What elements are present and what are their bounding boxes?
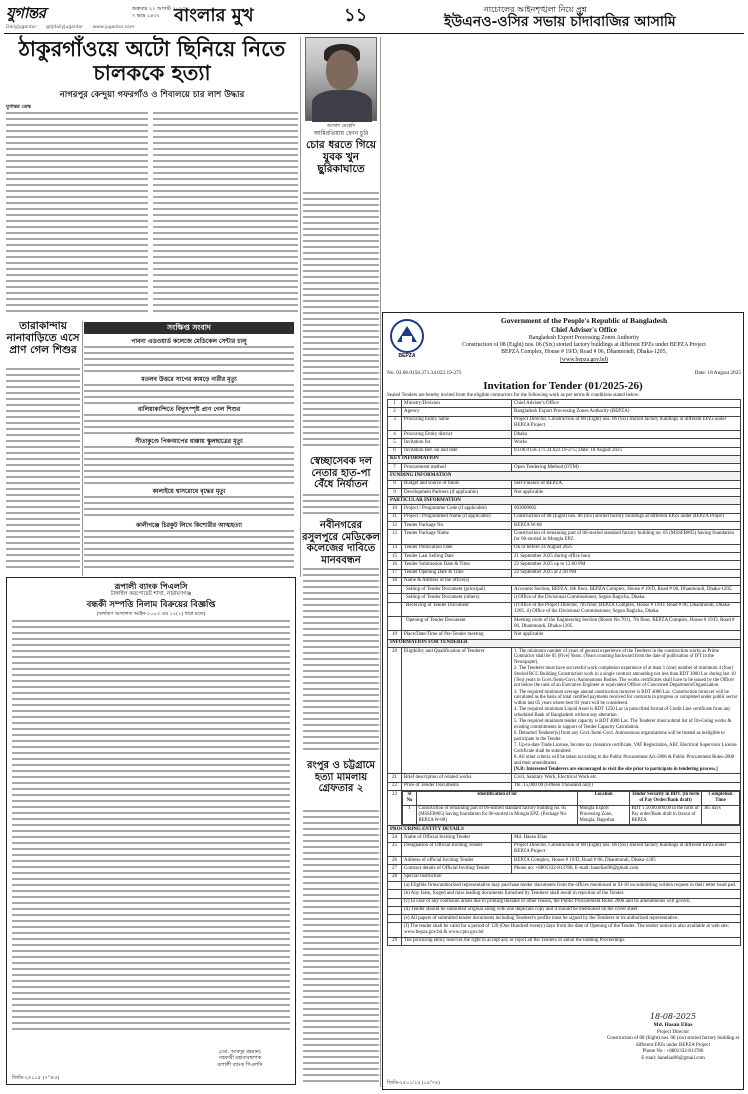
- table-row: (b) Any false, forged and miss leading documents furnished by Tenderer shall result in rejection of the Tender.: [388, 890, 741, 898]
- table-row: 14 Tender Publication Date On or before 24 August 2025: [388, 544, 741, 552]
- brief-headline: বালিয়াকান্দিতে বিদ্যুৎস্পৃষ্ট প্রাণ গেল শিশুর: [137, 406, 241, 413]
- twitter-handle: @tjdailyJugantor: [45, 25, 84, 30]
- brief-headline: কালাইয়ে শ্বাসরোধে বৃদ্ধের মৃত্যু: [152, 488, 226, 495]
- bank-branch: টাঙ্গাইল করপোরেট শাখা, নারায়ণগঞ্জ: [110, 591, 192, 598]
- table-row: 25 Designation of Official Inviting Tender Project Director, Construction of 08 (Eight) nos. 06 (Six) storied factory buildings at different EPZs under BEPZA Project: [388, 842, 741, 856]
- table-row: (e) All papers of submitted tender documents including Tenderer's profile must be signed by the Tenderer or its authorized representative.: [388, 915, 741, 923]
- side-story-body: [303, 192, 379, 450]
- brief-body: [84, 446, 294, 484]
- masthead: [4, 4, 744, 34]
- signature-scrawl: 18-08-2025: [649, 1012, 697, 1021]
- arrest-body: [303, 810, 379, 1086]
- lead-subheadline: নাগরপুর কেন্দুয়া গফরগাঁও ও শিবালয়ে চার লাশ উদ্ধার: [59, 90, 245, 100]
- table-row: 6 Invitation Ref. no and date 03.06.0158.371.34.022.19-275; Date: 18 August 2025: [388, 447, 741, 455]
- table-row: (c) In case of any confusion arises due to printing mistake or other reason, the Public Procurement Rules 2008 and its amendments will govern.: [388, 898, 741, 906]
- lead-reporter: যুগান্তর ডেস্ক: [6, 104, 31, 110]
- left-mid-headline: তারাকান্দায় নানাবাড়িতে এসে প্রাণ গেল শিশুর: [6, 320, 80, 356]
- section-row: KEY INFORMATION: [388, 455, 741, 463]
- table-row: 24 Name of Official Inviting Tender Md. Hasan Elias: [388, 834, 741, 842]
- table-row: 22 Price of Tender Documents TK. 15,000.00 (Fifteen Thousand only): [388, 782, 741, 790]
- table-row: (f) The tender shall be valid for a period of 120 (One Hundred twenty) days from the date of Opening of the Tender. The tender notice is also available at web site: www.bepza.gov.bd & www.cptu.gov.bd: [388, 923, 741, 937]
- arrest-headline: রংপুর ও চট্টগ্রামে হত্যা মামলায় গ্রেফতার ২: [306, 760, 376, 794]
- table-row: 17 Tender Opening Date & Time 22 September 2025 at 2:30 PM: [388, 569, 741, 577]
- bepza-logo-icon: [389, 318, 425, 354]
- brief-body: [84, 496, 294, 518]
- website-link[interactable]: www.jugantor.com: [92, 25, 135, 30]
- table-row: 8 Budget and source of funds Self-Finance of BEPZA.: [388, 480, 741, 488]
- table-row: Selling of Tender Document (principal) Accounts Section, BEPZA, 6th floor, BEPZA Complex, House # 19/D, Road # 06, Dhanmondi, Dhaka-1205.: [388, 586, 741, 594]
- table-row: 2 Agency Bangladesh Export Processing Zones Authority (BEPZA): [388, 408, 741, 416]
- notice-title: বন্ধকী সম্পত্তি নিলাম বিক্রয়ের বিজ্ঞপ্তি: [86, 599, 216, 610]
- side-story-headline: চোর ধরতে গিয়ে যুবক খুন ছুরিকাঘাতে: [305, 139, 377, 176]
- table-row: (d) Tender should be submitted original along with one duplicate copy and it should be mentioned on the cover sheet.: [388, 906, 741, 914]
- column-rule: [380, 37, 381, 1087]
- lead-body-col-2: [153, 112, 298, 316]
- table-row: 21 Brief description of related works Civil, Sanitary Work, Electrical Work etc.: [388, 774, 741, 782]
- table-row: 11 Project / Programmed Name (if applicable) Construction of 08 (Eight) nos. 06 (Six) storied factory buildings at different EPZs under BEPZA Project: [388, 513, 741, 521]
- tender-issuer: Government of the People's Republic of Bangladesh Chief Adviser's Office Bangladesh Export Processing Zones Authority Construction of 08 (Eight) nos. 06 (Six) storied factory buildings at different EPZs under BEPZA Project BEPZA Complex, House # 19/D, Road # 06, Dhanmondi, Dhaka-1205, (www.bepza.gov.bd): [429, 316, 739, 364]
- tender-header: [383, 313, 743, 363]
- brief-headline: সীতাকুণ্ডে পিকআপের ধাক্কায় স্কুলছাত্রের মৃত্যু: [135, 438, 243, 445]
- table-row: 28 Special Instruction: [388, 873, 741, 881]
- table-row: 12 Tender Package No. BEPZA W-08: [388, 522, 741, 530]
- column-rule: [82, 321, 83, 576]
- brief-body: [84, 414, 294, 436]
- section-row: FUNDING INFORMATION: [388, 472, 741, 480]
- bepza-label: BEPZA: [398, 353, 416, 359]
- tender-intro: Sealed Tenders are hereby invited from the eligible contractors for the following work as per terms & conditions stated below:: [387, 393, 640, 398]
- table-row: (a) Eligible firms/authorized representative may purchase tender documents from the offices mentioned in SI-18 on submitting written request in their letter head pad.: [388, 881, 741, 889]
- signatory-email-link[interactable]: E-mail: hanelias96@gmail.com: [641, 1055, 705, 1061]
- lead-headline: ঠাকুরগাঁওয়ে অটো ছিনিয়ে নিতে চালককে হত্যা: [18, 36, 286, 85]
- brief-body: [84, 346, 294, 374]
- table-row: 27 Contract details of Official Inviting Tender Phone no: +8801332-813780, E-mail: hanelias96@gmail.com: [388, 865, 741, 873]
- photo-caption: আসাদ মেহেদি: [326, 123, 356, 129]
- table-row: Opening of Tender Document Meeting room of the Engineering Section (Room No.701), 7th floor, BEPZA Complex, House # 19/D, Road # 06, Dhanmondi, Dhaka-1205: [388, 617, 741, 631]
- volunteer-body: [303, 494, 379, 516]
- table-row: Selling of Tender Document (others) i) Office of the Divisional Commissioner, Segun Bagicha, Dhaka.: [388, 594, 741, 602]
- section-row: PROCURING ENTITY DETAILS: [388, 826, 741, 834]
- lead-body-col-1: [6, 112, 148, 316]
- section-name: বাংলার মুখ: [174, 5, 254, 26]
- briefs-banner: সংক্ষিপ্ত সংবাদ: [84, 322, 294, 334]
- page-number: ১১: [344, 5, 368, 26]
- bank-name: রূপালী ব্যাংক পিএলসি: [114, 581, 188, 591]
- date-line-bangla: ৭ ভাদ্র ১৪৩২: [132, 12, 160, 19]
- table-row: 19 Place/Date/Time of Pre-Tender meeting Not applicable: [388, 631, 741, 639]
- section-row: INFORMATION FOR TENDERER: [388, 639, 741, 647]
- brief-headline: কালীগঞ্জে চিরকুট লিখে কিশোরীর আত্মহত্যা: [135, 522, 243, 529]
- eligibility-criteria: 1. The minimum number of years of general experience of the Tenderer in the construction works as Prime Contractor shall be 05 (Five) Years. (Years counting backward from the date of publication of IFT in the Newspaper). 2. The Tenderer must have successful work completion experience of at least 1 (one) number of minimum 4 (four) Storied RCC Building Construction work in a single contract amounting not less than BDT 3000 Lac during last 10 (Ten) years in Govt./Semi-Govt./Autonomous Bodies. The works certificates shall have to be issued by the Officer not below the rank of an Executive Engineer or equivalent Officer of Concerned Department/Organization. 3. The required minimum average annual construction turnover is BDT 4000 Lac. Construction turnover will be calculated as the basis of total certified payments received for contracts in progress or completed under public sector within last 05 years where best 03 years will be considered. 4. The required minimum Liquid Asset is BDT 1250 Lac in prescribed format of Credit Line certificate from any scheduled Bank of Bangladesh without any alteration. 5. The required minimum tender capacity is BDT 4000 Lac. The Tenderer must submit list of On-Going works & existing commitments in support of Tender Capacity Calculation. 6. Debarred Tenderer(s) from any Govt./Semi-Govt. Autonomous organizations will be treated as ineligible to participate in the Tender. 7. Up-to-date Trade License, Income tax clearance certificate, VAT Registration, ABC Electrical Supervisor License Certificate shall be submitted. 8. All other criteria will be taken according to the Public Procurement Act-2006 & Public Procurement Rules-2008 and their amendments. [N.B: Interested Tenderers are encouraged to visit the site prior to participate in tendering process.]: [512, 647, 741, 773]
- tender-notice: [382, 312, 744, 1090]
- table-row: 10 Project / Programme Code (if applicable) 903000002: [388, 505, 741, 513]
- notice-signature: (মো. আবদুর রহমান) সহকারী মহাব্যবস্থাপক রূপালী ব্যাংক পিএলসি: [217, 1048, 263, 1068]
- table-row: 3 Procuring Entity name Project Director, Construction of 08 (Eight) nos. 06 (Six) storied factory buildings at different EPZs under BEPZA Project: [388, 416, 741, 430]
- memo-row: No. 03.06.0158.371.34.022.19-275 Date: 18 August 2025: [387, 370, 741, 376]
- top-right-kicker: নাচোলের আইনশৃঙ্খলা নিয়ে প্রশ্ন: [484, 5, 587, 14]
- facebook-handle: DailyJugantor: [6, 25, 37, 30]
- table-row: 18 Name & Address of the office(s): [388, 577, 741, 585]
- table-row: 16 Tender Submission Date & Time 22 September 2025 up to 12:00 PM: [388, 561, 741, 569]
- table-row: 5 Invitation for Works: [388, 439, 741, 447]
- medical-college-body: [303, 568, 379, 754]
- side-story-kicker: আমিরতিয়ায় ফোন চুরি: [313, 130, 369, 137]
- table-row: 1 Ministry/Division Chief Adviser's Office: [388, 400, 741, 408]
- tender-title: Invitation for Tender (01/2025-26): [483, 380, 643, 392]
- news-photo: [305, 37, 377, 121]
- table-row: Receiving of Tender Document i) Office of the Project Director, 7th floor, BEPZA Complex, House # 19/D, Road # 06, Dhanmondi, Dhaka-1205. ii) Office of the Divisional Commissioner, Segun Bagicha, Dhaka.: [388, 602, 741, 616]
- table-row: 7 Procurement method Open Tendering Method (OTM): [388, 464, 741, 472]
- left-mid-body: [6, 368, 80, 572]
- table-row: 29 The procuring entity reserves the right to accept any or reject all the Tenders or annul the bidding Proceedings.: [388, 937, 741, 945]
- column-rule: [300, 37, 301, 577]
- bank-auction-notice: [6, 577, 296, 1085]
- brief-headline: পাবনা এডওয়ার্ড কলেজে মেডিকেল সেন্টার চালু: [131, 338, 247, 345]
- medical-college-headline: নবীনগরের রসুলপুরে মেডিকেল কলেজের দাবিতে মানববন্ধন: [302, 520, 380, 566]
- table-row: 9 Development Partners (if applicable) Not applicable: [388, 488, 741, 496]
- bepza-website-link[interactable]: (www.bepza.gov.bd): [559, 356, 609, 363]
- section-row: PARTICULAR INFORMATION: [388, 497, 741, 505]
- table-row: 20 Eligibility and Qualification of Tenderer 1. The minimum number of years of general experience of the Tenderer in the construction works as Prime Contractor shall be 05 (Five) Years. (Years counting backward from the date of publication of IFT in the Newspaper). 2. The Tenderer must have successful work completion experience of at least 1 (one) number of minimum 4 (four) Storied RCC Building Construction work in a single contract amounting not less than BDT 3000 Lac during last 10 (Ten) years in Govt./Semi-Govt./Autonomous Bodies. The works certificates shall have to be issued by the Officer not below the rank of an Executive Engineer or equivalent Officer of Concerned Department/Organization. 3. The required minimum average annual construction turnover is BDT 4000 Lac. Construction turnover will be calculated as the basis of total certified payments received for contracts in progress or completed under public sector within last 05 years where best 03 years will be considered. 4. The required minimum Liquid Asset is BDT 1250 Lac in prescribed format of Credit Line certificate from any scheduled Bank of Bangladesh without any alteration. 5. The required minimum tender capacity is BDT 4000 Lac. The Tenderer must submit list of On-Going works & existing commitments in support of Tender Capacity Calculation. 6. Debarred Tenderer(s) from any Govt./Semi-Govt. Autonomous organizations will be treated as ineligible to participate in the Tender. 7. Up-to-date Trade License, Income tax clearance certificate, VAT Registration, ABC Electrical Supervisor License Certificate shall be submitted. 8. All other criteria will be taken according to the Public Procurement Act-2006 & Public Procurement Rules-2008 and their amendments. [N.B: Interested Tenderers are encouraged to visit the site prior to participate in tendering process.]: [388, 647, 741, 773]
- brief-body: [84, 384, 294, 404]
- tender-signature-block: 18-08-2025 Md. Hasan Elias Project Director Construction of 08 (Eight) nos. 06 (six) storied factory building at different EPZs under BEPZA Project Phone No : +8801332-813780 E-mail: hanelias96@gmail.com: [606, 1012, 740, 1061]
- table-row: 26 Address of official Inviting Tender BEPZA Complex, House # 19/D, Road # 06, Dhanmondi, Dhaka-1205: [388, 857, 741, 865]
- date-line: শুক্রবার ২২ আগস্ট ২০২৫: [132, 6, 186, 12]
- tender-table: [387, 399, 741, 946]
- ad-code: জিডি-২৫০১/২৫ (১৪"×৪): [387, 1080, 440, 1086]
- social-handles: [6, 25, 142, 31]
- top-right-headline: ইউএনও-ওসির সভায় চাঁদাবাজির আসামি: [444, 14, 676, 30]
- newspaper-logo: যুগান্তর: [6, 4, 46, 22]
- brief-headline: মতলব উত্তরে সাপের কামড়ে নারীর মৃত্যু: [141, 376, 237, 383]
- lot-table: Sl No Identification of lot Location Tender Security in BDT. (in form of Pay Order/Bank draft) Completion Time 1 Construction of remaining part of 06-storied standard factory building no. 05 (MSSFB#05) having foundation for 06-storied in Mongla EPZ. (Package No: BEPZA W-08) Mongla Export Processing Zone, Mongla, Bagerhat BDT 1,50,00,000.00 in the form of Pay order/Bank draft in favour of BEPZA 365 days: [402, 791, 740, 825]
- table-row: 4 Procuring Entity district Dhaka: [388, 430, 741, 438]
- ad-code: জিডি-২৫১১৫ (৭"×৫): [12, 1074, 60, 1081]
- volunteer-headline: স্বেচ্ছাসেবক দল নেতার হাত-পা বেঁধে নির্যাতন: [310, 456, 372, 490]
- notice-subtitle: (অর্থঋণ আদালত আইন-২০০৩ এর ১২(১) ধারা মতে): [96, 610, 206, 617]
- table-row: 13 Tender Package Name Construction of remaining part of 06-storied standard factory building no. 05 (MSSFB#05) having foundation for 06-storied in Mongla EPZ.: [388, 530, 741, 544]
- table-row: 23 Sl No Identification of lot Location Tender Security in BDT. (in form of Pay Order/Bank draft) Completion Time 1 Construction of remaining part of 06-storied standard factory building no. 05 (MSSFB#05) having foundation for 06-storied in Mongla EPZ. (Package No: BEPZA W-08) Mongla Export Processing Zone, Mongla, Bagerhat BDT 1,50,00,000.00 in the form of Pay order/Bank draft in favour of BEPZA 365 days: [388, 790, 741, 825]
- table-row: 15 Tender Last Selling Date 21 September 2025 during office hour: [388, 552, 741, 560]
- notice-body: [12, 620, 290, 1030]
- brief-body: [84, 530, 294, 572]
